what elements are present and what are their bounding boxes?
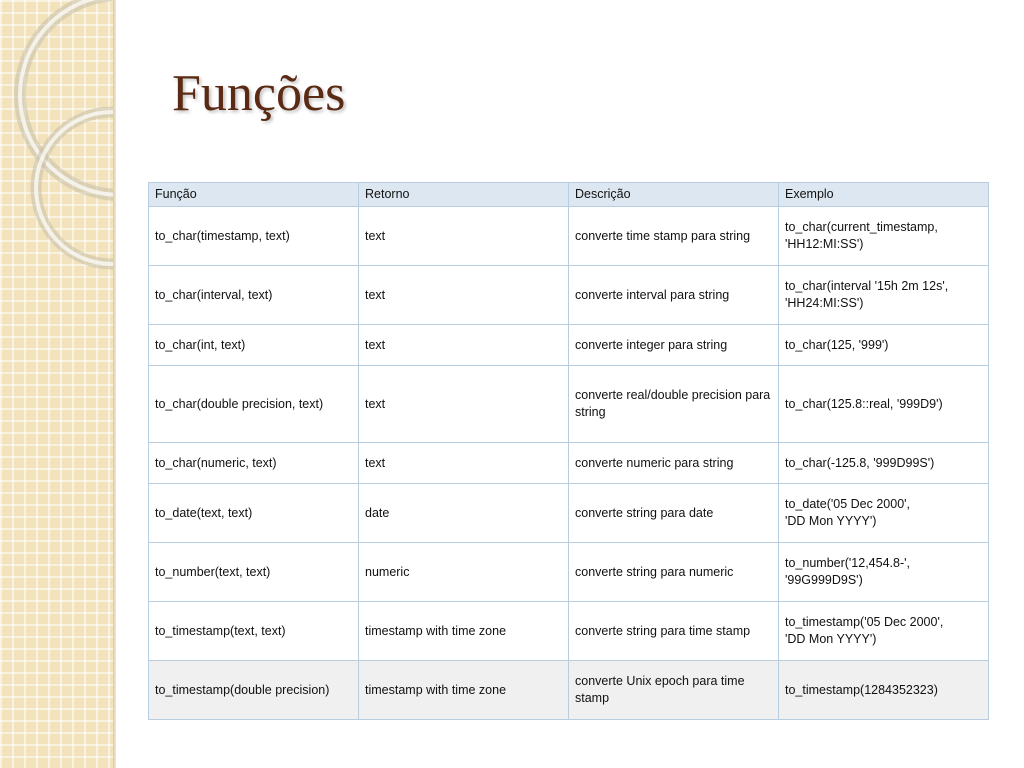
cell-exemplo-line: to_char(current_timestamp, [785, 220, 938, 234]
cell-exemplo-line: to_char(125, '999') [785, 337, 889, 352]
cell-exemplo-line: to_number('12,454.8-', [785, 556, 910, 570]
table-row [149, 661, 989, 720]
header-funcao: Função [149, 183, 359, 207]
cell-funcao: to_char(numeric, text) [149, 443, 359, 484]
slide-title: Funções [172, 65, 346, 122]
cell-exemplo-line: to_char(125.8::real, '999D9') [785, 396, 943, 411]
cell-exemplo-line: 'HH24:MI:SS') [785, 296, 864, 310]
table-row [149, 602, 989, 661]
cell-exemplo [779, 325, 989, 366]
cell-retorno: timestamp with time zone [359, 661, 569, 720]
cell-exemplo-line: to_timestamp('05 Dec 2000', [785, 615, 944, 629]
cell-descricao: converte interval para string [569, 266, 779, 325]
cell-funcao: to_date(text, text) [149, 484, 359, 543]
header-descricao: Descrição [569, 183, 779, 207]
cell-exemplo-line: 'HH12:MI:SS') [785, 237, 864, 251]
cell-retorno: text [359, 207, 569, 266]
table-header-row [149, 183, 989, 207]
cell-funcao: to_char(double precision, text) [149, 366, 359, 443]
decorative-circles [0, 0, 113, 768]
cell-descricao: converte Unix epoch para time stamp [569, 661, 779, 720]
cell-descricao: converte string para numeric [569, 543, 779, 602]
cell-funcao: to_timestamp(double precision) [149, 661, 359, 720]
header-retorno: Retorno [359, 183, 569, 207]
cell-exemplo [779, 484, 989, 543]
cell-funcao: to_char(interval, text) [149, 266, 359, 325]
decorative-sidebar [0, 0, 113, 768]
cell-exemplo-line: 'DD Mon YYYY') [785, 632, 877, 646]
cell-exemplo [779, 602, 989, 661]
cell-retorno: text [359, 443, 569, 484]
functions-table [148, 182, 989, 720]
cell-descricao: converte time stamp para string [569, 207, 779, 266]
cell-retorno: numeric [359, 543, 569, 602]
cell-retorno: text [359, 325, 569, 366]
cell-exemplo [779, 266, 989, 325]
table-row [149, 207, 989, 266]
table-row [149, 484, 989, 543]
table-row [149, 266, 989, 325]
cell-funcao: to_timestamp(text, text) [149, 602, 359, 661]
table-row [149, 543, 989, 602]
cell-exemplo [779, 443, 989, 484]
cell-retorno: timestamp with time zone [359, 602, 569, 661]
table-row [149, 366, 989, 443]
cell-exemplo [779, 366, 989, 443]
cell-exemplo-line: to_timestamp(1284352323) [785, 682, 938, 697]
cell-exemplo-line: 'DD Mon YYYY') [785, 514, 877, 528]
cell-descricao: converte string para time stamp [569, 602, 779, 661]
cell-exemplo-line: '99G999D9S') [785, 573, 863, 587]
cell-retorno: text [359, 266, 569, 325]
header-exemplo: Exemplo [779, 183, 989, 207]
table-row [149, 325, 989, 366]
cell-funcao: to_number(text, text) [149, 543, 359, 602]
cell-retorno: text [359, 366, 569, 443]
cell-funcao: to_char(int, text) [149, 325, 359, 366]
cell-funcao: to_char(timestamp, text) [149, 207, 359, 266]
cell-descricao: converte string para date [569, 484, 779, 543]
cell-exemplo [779, 661, 989, 720]
cell-exemplo [779, 543, 989, 602]
cell-descricao: converte integer para string [569, 325, 779, 366]
cell-retorno: date [359, 484, 569, 543]
cell-descricao: converte real/double precision para string [569, 366, 779, 443]
cell-exemplo-line: to_char(-125.8, '999D99S') [785, 455, 935, 470]
cell-exemplo [779, 207, 989, 266]
cell-descricao: converte numeric para string [569, 443, 779, 484]
cell-exemplo-line: to_char(interval '15h 2m 12s', [785, 279, 949, 293]
table-row [149, 443, 989, 484]
sidebar-edge [113, 0, 116, 768]
cell-exemplo-line: to_date('05 Dec 2000', [785, 497, 910, 511]
